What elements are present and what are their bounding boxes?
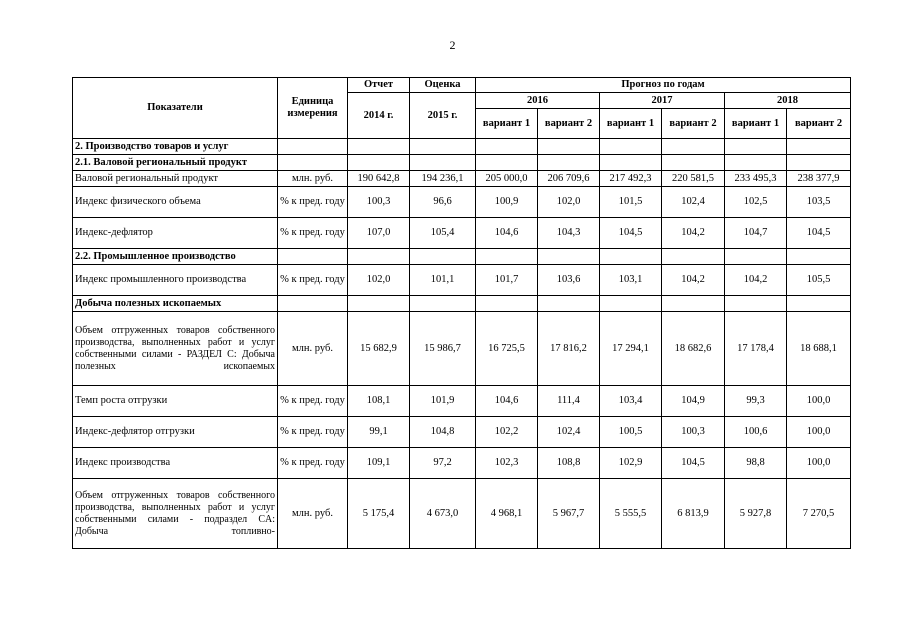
cell-value: 100,3 [662, 417, 725, 448]
cell-value: 100,3 [348, 187, 410, 218]
row-unit: млн. руб. [278, 312, 348, 386]
row-label: Объем отгруженных товаров собственного производства, выполненных работ и услуг собственными силами - подраздел CA: Добыча топливно- [73, 479, 278, 549]
table-header [73, 78, 851, 139]
section-title: 2.1. Валовой региональный продукт [73, 155, 278, 171]
row-unit: млн. руб. [278, 479, 348, 549]
table-row [73, 187, 851, 218]
header-variant-2: вариант 2 [662, 109, 725, 139]
cell-value: 102,3 [476, 448, 538, 479]
cell-value: 100,0 [787, 386, 851, 417]
header-variant-1: вариант 1 [600, 109, 662, 139]
cell-value: 104,9 [662, 386, 725, 417]
cell-value: 5 927,8 [725, 479, 787, 549]
cell-value: 5 555,5 [600, 479, 662, 549]
cell-value: 96,6 [410, 187, 476, 218]
header-year-2017: 2017 [600, 93, 725, 109]
table-row [73, 479, 851, 549]
cell-value: 100,5 [600, 417, 662, 448]
table-body [73, 139, 851, 549]
row-unit: % к пред. году [278, 448, 348, 479]
row-unit: млн. руб. [278, 171, 348, 187]
cell-value: 102,0 [348, 265, 410, 296]
table-row [73, 386, 851, 417]
cell-value: 17 178,4 [725, 312, 787, 386]
row-unit: % к пред. году [278, 218, 348, 249]
cell-value: 102,4 [538, 417, 600, 448]
cell-value: 101,5 [600, 187, 662, 218]
cell-value: 103,4 [600, 386, 662, 417]
cell-value: 99,3 [725, 386, 787, 417]
row-label: Темп роста отгрузки [73, 386, 278, 417]
header-variant-2: вариант 2 [787, 109, 851, 139]
row-label: Индекс производства [73, 448, 278, 479]
section-row [73, 139, 851, 155]
cell-value: 97,2 [410, 448, 476, 479]
table-row [73, 417, 851, 448]
header-forecast: Прогноз по годам [476, 78, 851, 93]
cell-value: 190 642,8 [348, 171, 410, 187]
table-row [73, 448, 851, 479]
row-label: Индекс-дефлятор отгрузки [73, 417, 278, 448]
cell-value: 104,5 [787, 218, 851, 249]
cell-value: 105,5 [787, 265, 851, 296]
cell-value: 108,1 [348, 386, 410, 417]
cell-value: 104,2 [725, 265, 787, 296]
row-label: Индекс промышленного производства [73, 265, 278, 296]
header-estimate: Оценка [410, 78, 476, 93]
cell-value: 102,9 [600, 448, 662, 479]
section-row [73, 249, 851, 265]
header-indicators: Показатели [73, 78, 278, 139]
cell-value: 98,8 [725, 448, 787, 479]
cell-value: 7 270,5 [787, 479, 851, 549]
cell-value: 101,9 [410, 386, 476, 417]
cell-value: 104,5 [600, 218, 662, 249]
cell-value: 233 495,3 [725, 171, 787, 187]
cell-value: 5 175,4 [348, 479, 410, 549]
section-title: 2.2. Промышленное производство [73, 249, 278, 265]
row-label: Валовой региональный продукт [73, 171, 278, 187]
row-unit: % к пред. году [278, 417, 348, 448]
table-row [73, 218, 851, 249]
cell-value: 102,0 [538, 187, 600, 218]
header-unit: Единица измерения [278, 78, 348, 139]
cell-value: 238 377,9 [787, 171, 851, 187]
page-number: 2 [449, 38, 456, 52]
cell-value: 101,1 [410, 265, 476, 296]
cell-value: 102,2 [476, 417, 538, 448]
row-label: Индекс физического объема [73, 187, 278, 218]
header-year-2016: 2016 [476, 93, 600, 109]
row-unit: % к пред. году [278, 386, 348, 417]
cell-value: 108,8 [538, 448, 600, 479]
row-label: Объем отгруженных товаров собственного производства, выполненных работ и услуг собственными силами - РАЗДЕЛ C: Добыча полезных ископаемых [73, 312, 278, 386]
section-title: 2. Производство товаров и услуг [73, 139, 278, 155]
cell-value: 102,5 [725, 187, 787, 218]
header-estimate-year: 2015 г. [410, 93, 476, 139]
forecast-table [72, 77, 851, 549]
row-unit: % к пред. году [278, 265, 348, 296]
header-variant-2: вариант 2 [538, 109, 600, 139]
cell-value: 194 236,1 [410, 171, 476, 187]
section-row [73, 296, 851, 312]
cell-value: 100,0 [787, 448, 851, 479]
cell-value: 104,8 [410, 417, 476, 448]
table-row [73, 265, 851, 296]
cell-value: 104,5 [662, 448, 725, 479]
header-variant-1: вариант 1 [476, 109, 538, 139]
cell-value: 100,0 [787, 417, 851, 448]
cell-value: 6 813,9 [662, 479, 725, 549]
row-unit: % к пред. году [278, 187, 348, 218]
cell-value: 99,1 [348, 417, 410, 448]
cell-value: 104,2 [662, 218, 725, 249]
row-label: Индекс-дефлятор [73, 218, 278, 249]
header-year-2018: 2018 [725, 93, 851, 109]
cell-value: 4 968,1 [476, 479, 538, 549]
cell-value: 104,7 [725, 218, 787, 249]
header-variant-1: вариант 1 [725, 109, 787, 139]
cell-value: 100,6 [725, 417, 787, 448]
cell-value: 107,0 [348, 218, 410, 249]
cell-value: 206 709,6 [538, 171, 600, 187]
cell-value: 104,3 [538, 218, 600, 249]
cell-value: 104,2 [662, 265, 725, 296]
cell-value: 16 725,5 [476, 312, 538, 386]
cell-value: 104,6 [476, 218, 538, 249]
cell-value: 217 492,3 [600, 171, 662, 187]
header-report-year: 2014 г. [348, 93, 410, 139]
cell-value: 17 294,1 [600, 312, 662, 386]
cell-value: 220 581,5 [662, 171, 725, 187]
cell-value: 104,6 [476, 386, 538, 417]
cell-value: 17 816,2 [538, 312, 600, 386]
header-report: Отчет [348, 78, 410, 93]
cell-value: 15 986,7 [410, 312, 476, 386]
cell-value: 103,5 [787, 187, 851, 218]
cell-value: 4 673,0 [410, 479, 476, 549]
cell-value: 105,4 [410, 218, 476, 249]
cell-value: 101,7 [476, 265, 538, 296]
cell-value: 100,9 [476, 187, 538, 218]
cell-value: 15 682,9 [348, 312, 410, 386]
table-row [73, 312, 851, 386]
cell-value: 109,1 [348, 448, 410, 479]
cell-value: 102,4 [662, 187, 725, 218]
section-title: Добыча полезных ископаемых [73, 296, 278, 312]
cell-value: 5 967,7 [538, 479, 600, 549]
cell-value: 18 682,6 [662, 312, 725, 386]
table-row [73, 171, 851, 187]
cell-value: 18 688,1 [787, 312, 851, 386]
cell-value: 103,6 [538, 265, 600, 296]
cell-value: 205 000,0 [476, 171, 538, 187]
cell-value: 103,1 [600, 265, 662, 296]
cell-value: 111,4 [538, 386, 600, 417]
section-row [73, 155, 851, 171]
